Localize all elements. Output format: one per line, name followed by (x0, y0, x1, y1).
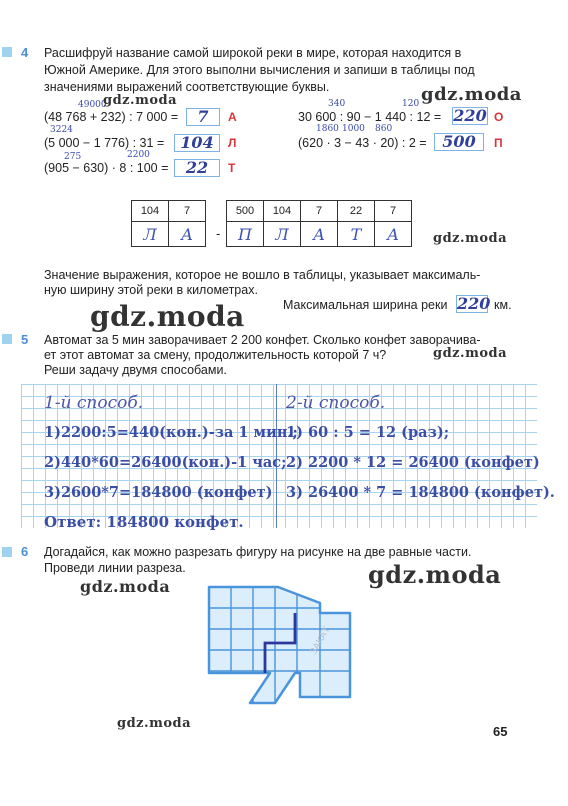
table-value: 7 (375, 201, 412, 222)
answer-box[interactable]: 22 (174, 159, 220, 177)
note: 2200 (127, 150, 150, 160)
watermark: gdz.moda (368, 560, 502, 589)
watermark: gdz.moda (80, 577, 171, 596)
task-text-line: Догадайся, как можно разрезать фигуру на рисунке на две равные части. (44, 545, 472, 559)
decode-table-1 (131, 200, 206, 247)
dash: - (216, 226, 221, 241)
table-letter[interactable]: Т (338, 222, 375, 247)
code-letter: Л (228, 136, 237, 150)
table-letter[interactable]: Л (132, 222, 169, 247)
solution-line: 3)2600*7=184800 (конфет) (44, 484, 273, 501)
solution-line: 1) 60 : 5 = 12 (раз); (286, 424, 450, 441)
solution-line: 2)440*60=26400(кон.)-1 час; (44, 454, 287, 471)
note: 49000 (78, 100, 107, 110)
note: 1860 (316, 124, 339, 134)
solution-line: 2) 2200 * 12 = 26400 (конфет) (286, 454, 540, 471)
expression: (905 − 630) · 8 : 100 = (44, 161, 169, 175)
watermark: gdz.moda (117, 716, 192, 731)
task-number: 6 (21, 544, 29, 559)
expression: (620 · 3 − 43 · 20) : 2 = (298, 136, 427, 150)
answer-line: Ответ: 184800 конфет. (44, 513, 244, 531)
task-text-line: значениями выражений соответствующие буквы. (44, 80, 330, 94)
task-marker (2, 47, 12, 57)
note: 340 (328, 99, 346, 109)
note: 120 (402, 99, 420, 109)
note: 3224 (50, 125, 73, 135)
table-letter[interactable]: А (375, 222, 412, 247)
task-text-line: Расшифруй название самой широкой реки в мире, которая находится в (44, 46, 462, 60)
task-marker (2, 334, 12, 344)
max-width-answer[interactable]: 220 (457, 294, 491, 313)
table-letter[interactable]: П (227, 222, 264, 247)
solution-line: 3) 26400 * 7 = 184800 (конфет). (286, 484, 555, 501)
table-value: 22 (338, 201, 375, 222)
stamp-watermark: ЗАКАТ (308, 625, 333, 657)
way2-title: 2-й способ. (286, 393, 386, 413)
table-value: 7 (301, 201, 338, 222)
expression: (48 768 + 232) : 7 000 = (44, 110, 179, 124)
figure-to-cut[interactable] (200, 585, 360, 710)
watermark: gdz.moda (90, 300, 245, 333)
answer-box[interactable]: 104 (174, 134, 220, 152)
task-text-line: ную ширину этой реки в километрах. (44, 283, 258, 297)
solution-line: 1)2200:5=440(кон.)-за 1 мин.; (44, 424, 298, 441)
max-width-label: Максимальная ширина реки (283, 298, 448, 312)
page-number: 65 (493, 724, 508, 739)
way1-title: 1-й способ. (44, 393, 144, 413)
expression: (5 000 − 1 776) : 31 = (44, 136, 165, 150)
task-text-line: Значение выражения, которое не вошло в таблицы, указывает максималь- (44, 268, 481, 282)
expression: 30 600 : 90 − 1 440 : 12 = (298, 110, 442, 124)
task-text-line: Автомат за 5 мин заворачивает 2 200 конфет. Сколько конфет заворачива- (44, 333, 481, 347)
note: 860 (375, 124, 393, 134)
code-letter: А (228, 110, 237, 124)
decode-table-2 (226, 200, 412, 247)
code-letter: О (494, 110, 504, 124)
answer-box[interactable]: 220 (453, 106, 487, 125)
answer-box[interactable]: 7 (186, 108, 220, 126)
task-text-line: Проведи линии разреза. (44, 561, 186, 575)
table-value: 500 (227, 201, 264, 222)
task-number: 4 (21, 45, 29, 60)
task-text-line: Реши задачу двумя способами. (44, 363, 227, 377)
task-text-line: ет этот автомат за смену, продолжительность которой 7 ч? (44, 348, 387, 362)
code-letter: Т (228, 161, 236, 175)
table-value: 104 (132, 201, 169, 222)
unit-label: км. (494, 298, 512, 312)
answer-box[interactable]: 500 (434, 133, 484, 151)
table-value: 7 (169, 201, 206, 222)
table-letter[interactable]: А (301, 222, 338, 247)
watermark: gdz.moda (103, 93, 178, 108)
table-value: 104 (264, 201, 301, 222)
figure-outline (209, 587, 350, 703)
task-number: 5 (21, 332, 29, 347)
note: 1000 (342, 124, 365, 134)
watermark: gdz.moda (433, 231, 508, 246)
note: 275 (64, 152, 82, 162)
task-marker (2, 547, 12, 557)
table-letter[interactable]: Л (264, 222, 301, 247)
table-letter[interactable]: А (169, 222, 206, 247)
task-text-line: Южной Америке. Для этого выполни вычисления и запиши в таблицы под (44, 63, 475, 77)
code-letter: П (494, 136, 503, 150)
watermark: gdz.moda (421, 84, 522, 105)
watermark: gdz.moda (433, 346, 508, 361)
